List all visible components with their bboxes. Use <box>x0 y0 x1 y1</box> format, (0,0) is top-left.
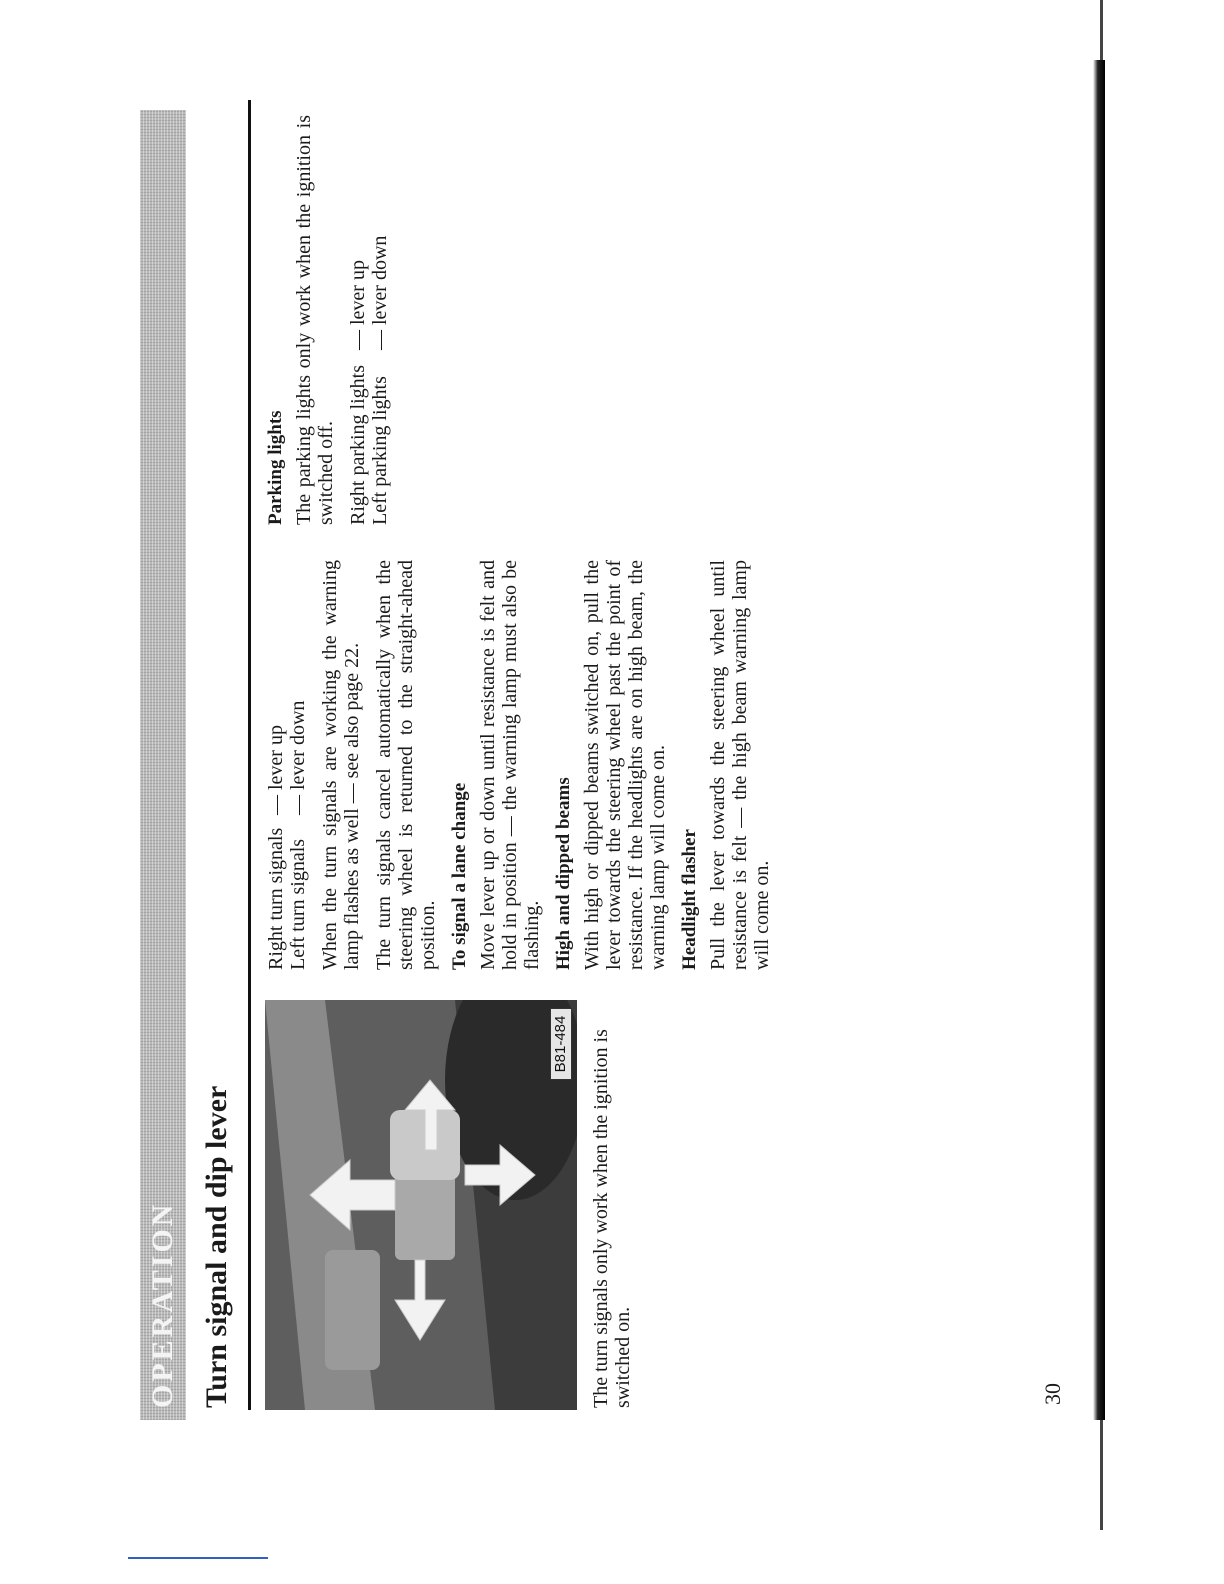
page-edge-shadow <box>1093 60 1105 1420</box>
left-turn-label: Left turn signals <box>287 838 309 970</box>
right-parking-row <box>347 115 369 525</box>
right-turn-label: Right turn signals <box>265 827 287 970</box>
lever-illustration <box>265 1000 577 1410</box>
rotated-page <box>140 0 1224 1420</box>
column-parking-lights <box>265 115 391 525</box>
parking-heading: Parking lights <box>265 410 286 525</box>
left-parking-label: Left parking lights <box>369 376 391 525</box>
left-parking-row <box>369 115 391 525</box>
figure-caption: The turn signals only work when the ignition is switched on. <box>590 1029 634 1408</box>
right-parking-label: Right parking lights <box>347 365 369 525</box>
section-banner <box>140 110 186 1420</box>
section-label: OPERATION <box>146 1201 179 1408</box>
left-turn-value: — lever down <box>287 700 309 815</box>
flasher-text: Pull the lever towards the steering wheel until resistance is felt — the high beam warning lamp will come on. <box>707 560 773 970</box>
column-turn-signals <box>265 560 783 970</box>
figure-tag: B81-484 <box>550 1008 572 1080</box>
title-rule <box>248 100 251 1410</box>
turn-paragraph-1: When the turn signals are working the warning lamp flashes as well — see also page 22. <box>319 560 363 970</box>
lever-photo <box>265 1000 577 1410</box>
right-turn-value: — lever up <box>265 725 287 815</box>
right-turn-row <box>265 560 287 970</box>
page-number: 30 <box>1040 1383 1065 1405</box>
flasher-heading: Headlight flasher <box>679 829 700 970</box>
beams-heading: High and dipped beams <box>553 777 574 970</box>
turn-paragraph-2: The turn signals cancel automatically when the steering wheel is returned to the straight-ahead position. <box>373 560 439 970</box>
lane-change-text: Move lever up or down until resistance is felt and hold in position — the warning lamp must also be flashing. <box>477 560 543 970</box>
page-title: Turn signal and dip lever <box>200 1085 233 1408</box>
left-parking-value: — lever down <box>369 235 391 350</box>
lane-change-heading: To signal a lane change <box>449 782 470 970</box>
parking-text: The parking lights only work when the ignition is switched off. <box>293 115 337 525</box>
footer-line <box>128 1557 268 1559</box>
left-turn-row <box>287 560 309 970</box>
beams-text: With high or dipped beams switched on, pull the lever towards the steering wheel past the point of resistance. If the headlights are on high beam, the warning lamp will come on. <box>581 560 669 970</box>
right-parking-value: — lever up <box>347 260 369 350</box>
